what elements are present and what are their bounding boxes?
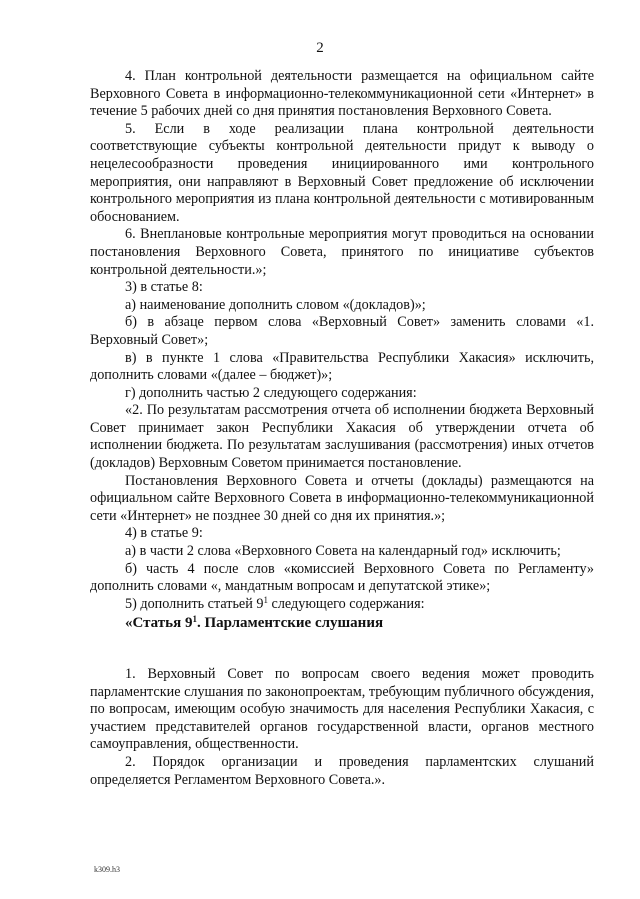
article-heading-superscript: 1 xyxy=(192,614,197,625)
item-5-suffix: следующего содержания: xyxy=(267,595,425,612)
article-heading-prefix: «Статья 9 xyxy=(125,615,193,632)
paragraph-4: 4. План контрольной деятельности размещается на официальном сайте Верховного Совета в информационно-телекоммуникационной сети «Интернет» в течение 5 рабочих дней со дня принятия постановления Верховного Совета. xyxy=(90,68,594,120)
paragraph-6: 6. Внеплановые контрольные мероприятия могут проводиться на основании постановления Верховного Совета, принятого по инициативе субъектов контрольной деятельности.»; xyxy=(90,226,594,278)
item-4: 4) в статье 9: xyxy=(125,525,203,542)
paragraph-5: 5. Если в ходе реализации плана контрольной деятельности соответствующие субъекты контрольной деятельности придут к выводу о нецелесообразности проведения инициированного ими контрольного мероприятия, они направляют в Верховный Совет предложение об исключении контрольного мероприятия из плана контрольной деятельности с мотивированным обоснованием. xyxy=(90,120,594,225)
item-3b: б) в абзаце первом слова «Верховный Совет» заменить словами «1. Верховный Совет»; xyxy=(90,314,594,348)
item-3: 3) в статье 8: xyxy=(125,279,203,296)
item-5-superscript: 1 xyxy=(263,594,268,605)
item-5-prefix: 5) дополнить статьей 9 xyxy=(125,595,264,612)
footer-code: k309.h3 xyxy=(94,865,120,874)
quote-part-2-publication: Постановления Верховного Совета и отчеты (доклады) размещаются на официальном сайте Верховного Совета в информационно-телекоммуникационной сети «Интернет» не позднее 30 дней со дня их принятия.»; xyxy=(90,472,594,524)
item-3a: а) наименование дополнить словом «(докладов)»; xyxy=(125,296,426,313)
item-4b: б) часть 4 после слов «комиссией Верховного Совета по Регламенту» дополнить словами «, мандатным вопросам и депутатской этике»; xyxy=(90,560,594,595)
page-number: 2 xyxy=(316,40,324,56)
item-4a: а) в части 2 слова «Верховного Совета на календарный год» исключить; xyxy=(125,543,561,560)
document-body xyxy=(90,68,594,789)
article-heading-suffix: . Парламентские слушания xyxy=(196,615,384,632)
item-5 xyxy=(90,596,594,614)
quote-part-2: «2. По результатам рассмотрения отчета об исполнении бюджета Верховный Совет принимает закон Республики Хакасия об утверждении отчета об исполнении бюджета. По результатам заслушивания (рассмотрения) иных отчетов (докладов) Верховным Советом принимается постановление. xyxy=(90,402,594,472)
item-3g: г) дополнить частью 2 следующего содержания: xyxy=(125,384,417,401)
article-part-2: 2. Порядок организации и проведения парламентских слушаний определяется Регламентом Верховного Совета.». xyxy=(90,753,594,788)
article-heading xyxy=(90,615,594,633)
item-3v: в) в пункте 1 слова «Правительства Республики Хакасия» исключить, дополнить словами «(далее – бюджет)»; xyxy=(90,349,594,384)
article-part-1: 1. Верховный Совет по вопросам своего ведения может проводить парламентские слушания по законопроектам, требующим публичного обсуждения, по вопросам, имеющим особую значимость для населения Республики Хакасия, с участием представителей органов государственной власти, органов местного самоуправления, общественности. xyxy=(90,666,594,753)
